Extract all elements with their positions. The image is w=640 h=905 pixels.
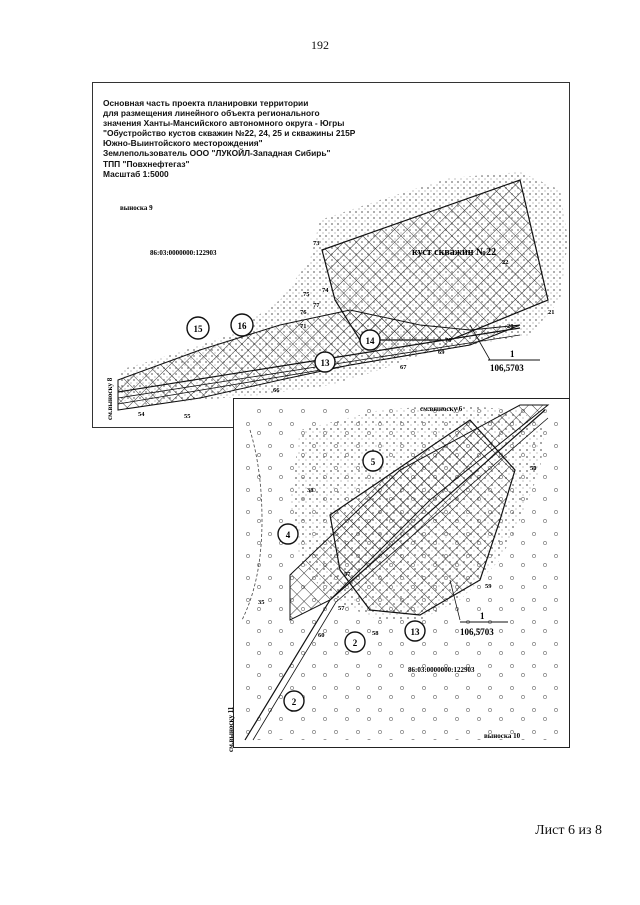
point-label: 20 — [507, 323, 514, 330]
inset-callout-label: выноска 10 — [484, 732, 521, 740]
point-label: 71 — [300, 323, 307, 330]
circle-marker-label: 13 — [320, 358, 330, 368]
point-label: 75 — [303, 291, 310, 298]
point-label: 55 — [184, 413, 191, 420]
point-label: 57 — [344, 571, 351, 578]
point-label: 58 — [372, 630, 379, 637]
header-line: значения Ханты-Мансийского автономного округа - Югры — [103, 118, 345, 129]
circle-marker-label: 16 — [237, 321, 247, 331]
point-label: 73 — [313, 240, 320, 247]
circle-marker — [363, 451, 383, 471]
point-label: 38 — [307, 487, 314, 494]
point-label: 35 — [258, 599, 265, 606]
circle-marker-label: 14 — [365, 336, 375, 346]
point-label: 22 — [502, 259, 509, 266]
circle-marker — [405, 621, 425, 641]
header-line: Основная часть проекта планировки территории — [103, 98, 309, 108]
page-number: 192 — [311, 38, 329, 52]
header-line: ТПП "Повхнефтегаз" — [103, 158, 190, 169]
point-label: 74 — [322, 287, 329, 294]
inset-top-ref-label: см.выноску 6 — [420, 405, 463, 413]
point-label: 54 — [138, 411, 145, 418]
sheet-footer: Лист 6 из 8 — [535, 823, 602, 838]
point-label: 69 — [438, 349, 445, 356]
circle-marker-label: 13 — [410, 627, 420, 637]
upper-side-label: см.выноску 8 — [106, 377, 114, 420]
circle-marker-label: 15 — [193, 324, 203, 334]
point-label: 57 — [338, 605, 345, 612]
header-line: Южно-Выинтойского месторождения" — [103, 138, 263, 149]
upper-area-denominator: 106,5703 — [490, 363, 524, 373]
pad-label: куст скважин №22 — [412, 247, 497, 258]
circle-marker-label: 4 — [285, 530, 291, 540]
inset-area-denominator: 106,5703 — [460, 627, 494, 637]
inset-side-label: см.выноску 11 — [227, 706, 235, 752]
circle-marker-label: 2 — [291, 697, 297, 707]
circle-marker — [284, 691, 304, 711]
point-label: 21 — [548, 309, 555, 316]
point-label: 66 — [273, 387, 280, 394]
circle-marker-label: 5 — [370, 457, 376, 467]
header-line: Землепользователь ООО "ЛУКОЙЛ-Западная Сибирь" — [103, 148, 331, 159]
header-line: для размещения линейного объекта регионального — [103, 108, 320, 119]
upper-callout-label: выноска 9 — [120, 204, 153, 212]
header-line: Масштаб 1:5000 — [103, 168, 169, 179]
inset-cadastral-label: 86:03:0000000:122903 — [408, 666, 475, 674]
circle-marker — [345, 632, 365, 652]
upper-area-numerator: 1 — [510, 349, 515, 359]
circle-marker — [278, 524, 298, 544]
circle-marker-label: 2 — [352, 638, 358, 648]
point-label: 70 — [445, 337, 452, 344]
point-label: 77 — [313, 302, 320, 309]
point-label: 67 — [400, 364, 407, 371]
point-label: 59 — [485, 583, 492, 590]
upper-cadastral-label: 86:03:0000000:122903 — [150, 249, 217, 257]
point-label: 50 — [530, 465, 537, 472]
inset-area-numerator: 1 — [480, 611, 485, 621]
header-line: "Обустройство кустов скважин №22, 24, 25 и скважины 215Р — [103, 128, 356, 139]
point-label: 76 — [300, 309, 307, 316]
point-label: 60 — [318, 632, 325, 639]
